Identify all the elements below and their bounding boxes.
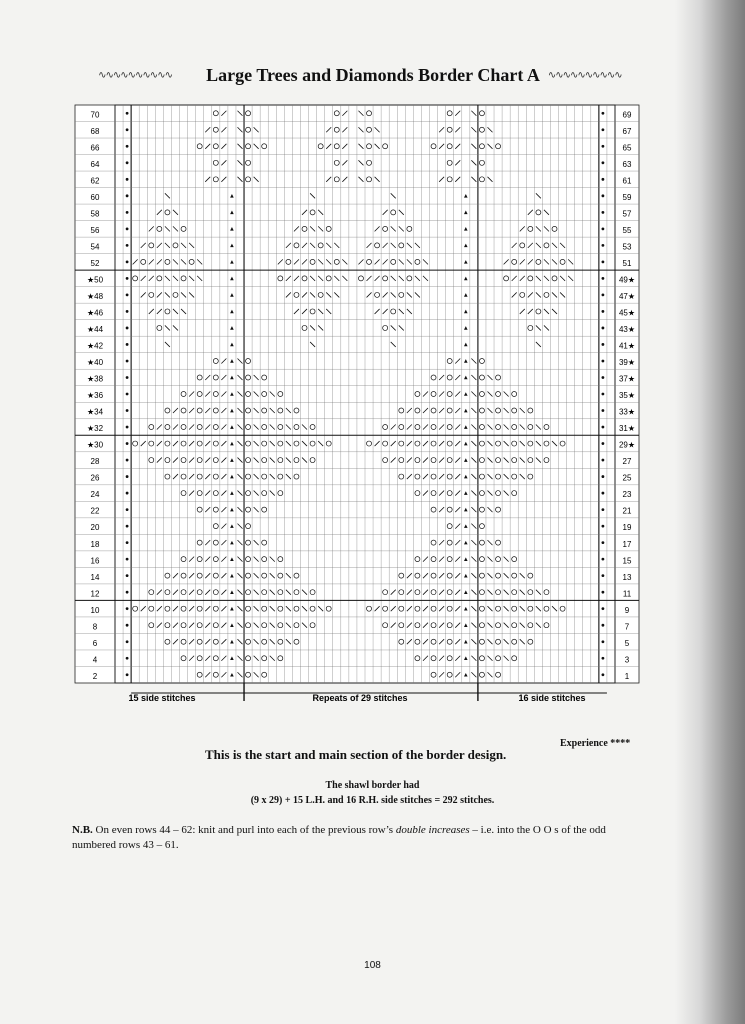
right-side-stitches-label: 16 side stitches [518,693,586,703]
left-row-number: 22 [90,506,100,516]
right-row-number: 43★ [618,325,636,335]
right-row-number: 53 [622,242,632,252]
left-row-number: 60 [90,192,100,202]
left-row-number: ★50 [86,275,104,285]
right-row-number: 27 [622,457,632,467]
note-emphasis: double increases [395,824,470,836]
left-row-number: ★46 [86,308,104,318]
left-row-number: ★34 [86,407,104,417]
right-row-number: 63 [622,159,632,169]
left-row-number: 18 [90,539,100,549]
left-row-number: 62 [90,176,100,186]
border-heading: The shawl border had [325,780,420,791]
left-row-number: 20 [90,523,100,533]
right-row-number: 45★ [618,308,636,318]
left-row-number: 8 [92,622,98,632]
experience-rating: Experience **** [560,738,631,749]
right-row-number: 17 [622,539,632,549]
title-ornament-right: ∿∿∿∿∿∿∿∿∿∿ [547,69,622,81]
left-row-number: ★36 [86,391,104,401]
page-title: Large Trees and Diamonds Border Chart A [206,64,540,85]
title-ornament-left: ∿∿∿∿∿∿∿∿∿∿ [98,69,172,81]
right-row-number: 51 [622,259,632,269]
chart-caption-text: This is the start and main section of the border design. [205,747,507,762]
right-row-number: 5 [624,638,630,648]
right-row-number: 69 [622,110,632,120]
left-row-number: ★48 [86,292,104,302]
note-paragraph [72,823,647,853]
right-row-number: 29★ [618,440,636,450]
left-row-number: ★44 [86,325,104,335]
left-row-number: 70 [90,110,100,120]
right-row-number: 37★ [618,374,636,384]
left-row-number: 56 [90,225,100,235]
left-row-number: ★38 [86,374,104,384]
right-row-number: 33★ [618,407,636,417]
right-row-number: 31★ [618,424,636,434]
note-lead: N.B. [72,824,93,836]
left-row-number: ★40 [86,358,104,368]
right-row-number: 35★ [618,391,636,401]
left-row-number: 52 [90,259,100,269]
right-row-number: 25 [622,473,632,483]
knitting-chart [70,100,644,710]
right-row-number: 23 [622,490,632,500]
right-row-number: 49★ [618,275,636,285]
left-row-number: 2 [92,671,98,681]
border-formula: (9 x 29) + 15 L.H. and 16 R.H. side stitches = 292 stitches. [250,795,495,806]
left-row-number: 28 [90,457,100,467]
right-row-number: 57 [622,209,632,219]
right-row-number: 13 [622,572,632,582]
right-row-number: 47★ [618,292,636,302]
right-row-number: 55 [622,225,632,235]
left-row-number: 66 [90,143,100,153]
right-row-number: 1 [624,671,630,681]
right-row-number: 65 [622,143,632,153]
right-row-number: 61 [622,176,632,186]
right-row-number: 15 [622,556,632,566]
note-text-after: – i.e. into the O O s of the odd numbered rows 43 – 61. [72,824,606,851]
right-row-number: 41★ [618,341,636,351]
note-text-before: On even rows 44 – 62: knit and purl into each of the previous row’s [92,824,396,836]
left-row-number: 58 [90,209,100,219]
right-row-number: 59 [622,192,632,202]
right-row-number: 11 [622,589,632,599]
right-row-number: 21 [622,506,632,516]
page-gutter-shadow [675,0,745,1024]
right-row-number: 3 [624,655,630,665]
page-number: 108 [364,960,381,971]
right-row-number: 67 [622,126,632,136]
left-row-number: 6 [92,638,98,648]
left-row-number: 64 [90,159,100,169]
left-row-number: 68 [90,126,100,136]
left-row-number: 16 [90,556,100,566]
left-row-number: ★30 [86,440,104,450]
right-row-number: 9 [624,605,630,615]
right-row-number: 7 [624,622,630,632]
left-row-number: 14 [90,572,100,582]
left-row-number: 26 [90,473,100,483]
right-row-number: 39★ [618,358,636,368]
repeat-stitches-label: Repeats of 29 stitches [312,693,408,703]
right-row-number: 19 [622,523,632,533]
left-row-number: ★42 [86,341,104,351]
left-row-number: 12 [90,589,100,599]
left-row-number: 24 [90,490,100,500]
left-row-number: 4 [92,655,98,665]
left-side-stitches-label: 15 side stitches [128,693,196,703]
chart-grid [70,100,644,710]
left-row-number: 54 [90,242,100,252]
left-row-number: 10 [90,605,100,615]
left-row-number: ★32 [86,424,104,434]
title-row [78,62,668,88]
